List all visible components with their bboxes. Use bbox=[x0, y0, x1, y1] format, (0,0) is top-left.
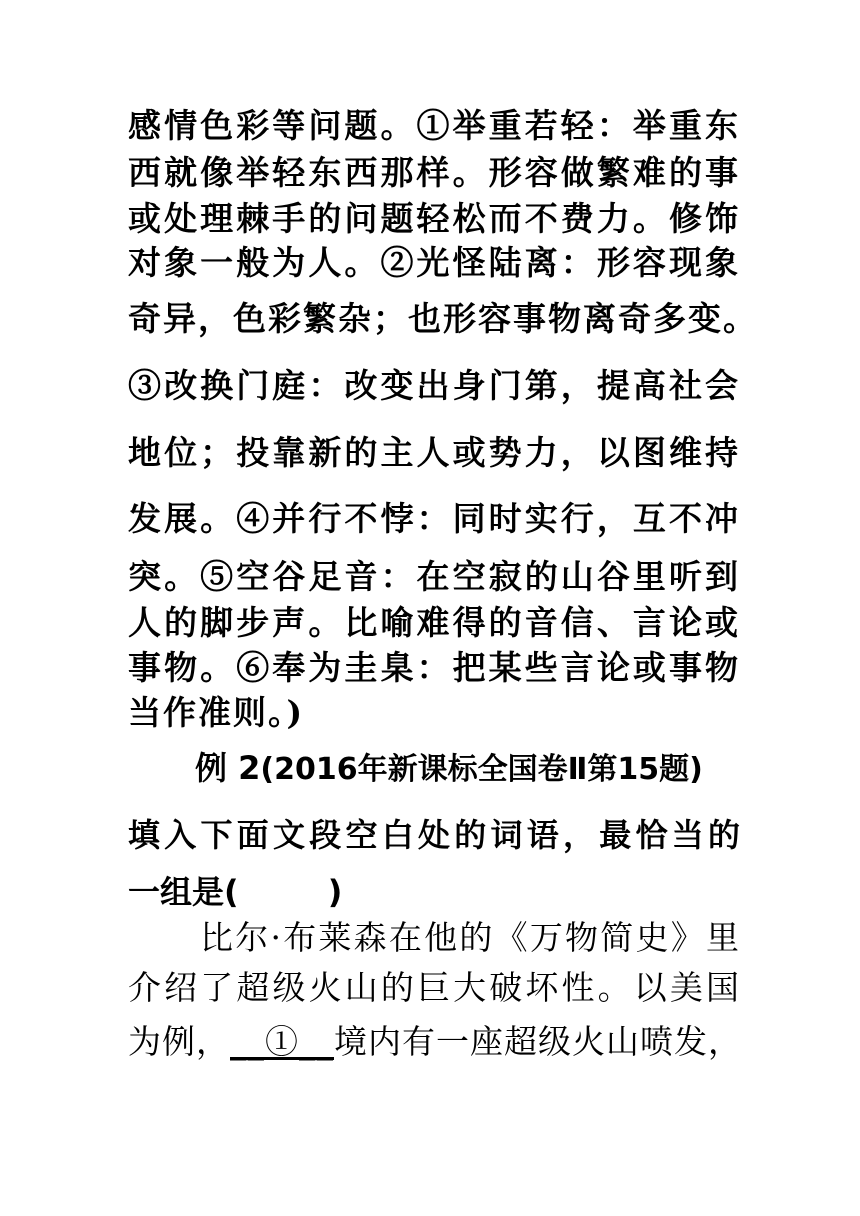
explanation-line-11: 事物。⑥奉为圭臬：把某些言论或事物 bbox=[128, 648, 740, 687]
explanation-line-5: 奇异，色彩繁杂；也形容事物离奇多变。 bbox=[128, 299, 758, 338]
passage-line-3-start: 为例， bbox=[128, 1022, 230, 1061]
passage-line-1: 比尔·布莱森在他的《万物简史》里 bbox=[200, 918, 740, 957]
explanation-line-8: 发展。④并行不悖：同时实行，互不冲 bbox=[128, 499, 740, 538]
passage-line-3-end: 境内有一座超级火山喷发， bbox=[334, 1022, 742, 1061]
explanation-line-1: 感情色彩等问题。①举重若轻：举重东 bbox=[128, 106, 740, 145]
question-line-1: 填入下面文段空白处的词语，最恰当的 bbox=[128, 816, 740, 854]
explanation-line-6: ③改换门庭：改变出身门第，提高社会 bbox=[128, 366, 740, 405]
example-heading bbox=[195, 748, 755, 790]
explanation-line-10: 人的脚步声。比喻难得的音信、言论或 bbox=[128, 603, 740, 642]
passage-line-2: 介绍了超级火山的巨大破坏性。以美国 bbox=[128, 968, 740, 1007]
explanation-line-7: 地位；投靠新的主人或势力，以图维持 bbox=[128, 433, 740, 472]
explanation-line-9: 突。⑤空谷足音：在空寂的山谷里听到 bbox=[128, 557, 740, 596]
example-label: 例 2 bbox=[195, 749, 261, 787]
explanation-line-12: 当作准则。) bbox=[128, 693, 305, 732]
explanation-line-2: 西就像举轻东西那样。形容做繁难的事 bbox=[128, 153, 740, 192]
question-line-2: 一组是( ) bbox=[128, 873, 343, 911]
example-source: (2016年新课标全国卷Ⅱ第15题) bbox=[260, 752, 703, 787]
explanation-line-3: 或处理棘手的问题轻松而不费力。修饰 bbox=[128, 199, 740, 238]
explanation-line-4: 对象一般为人。②光怪陆离：形容现象 bbox=[128, 243, 740, 282]
fill-blank-1: __①__ bbox=[230, 1022, 334, 1061]
passage-line-3 bbox=[128, 1022, 740, 1062]
